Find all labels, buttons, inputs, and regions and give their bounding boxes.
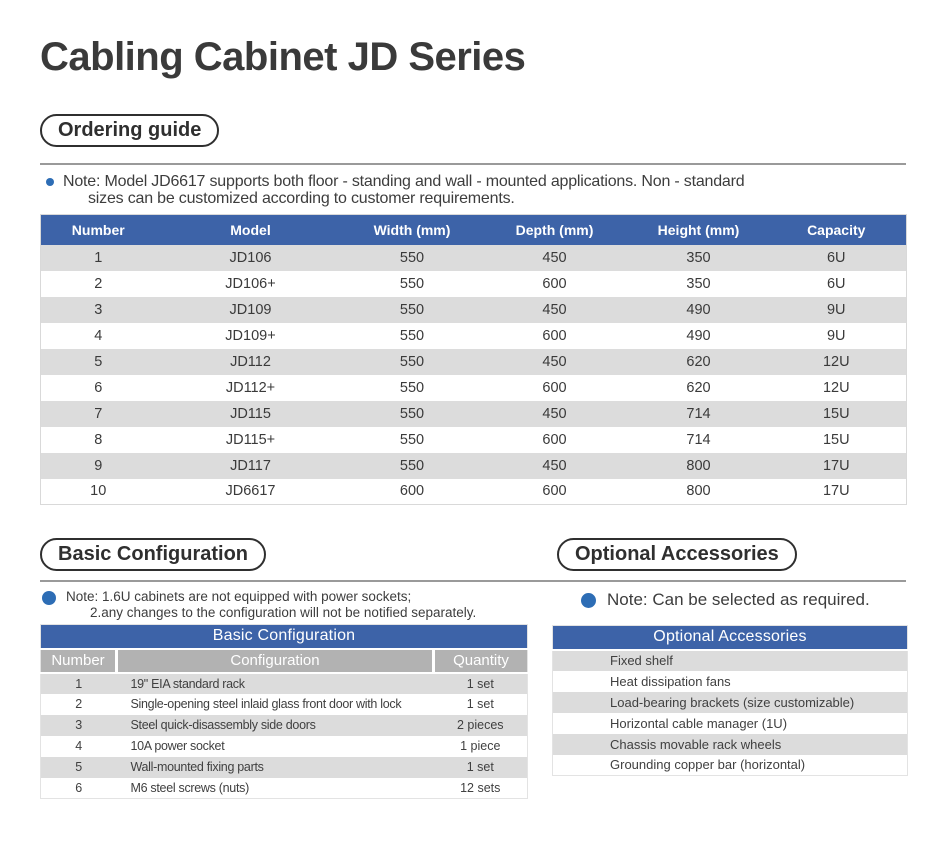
table-cell: 19" EIA standard rack xyxy=(130,676,245,691)
table-cell: 350 xyxy=(686,249,711,266)
note-text: Note: 1.6U cabinets are not equipped with power sockets; xyxy=(66,589,412,604)
table-cell: 450 xyxy=(542,249,567,266)
table-cell: 5 xyxy=(75,760,83,774)
note-bullet-icon xyxy=(42,591,56,605)
bottom-section-badges xyxy=(40,538,906,571)
table-cell: JD109+ xyxy=(225,327,276,344)
table-row xyxy=(41,453,907,479)
table-cell: Fixed shelf xyxy=(553,650,908,671)
table-row xyxy=(41,427,907,453)
table-row xyxy=(41,736,528,757)
column-header: Depth (mm) xyxy=(479,215,631,245)
column-header: Number xyxy=(41,649,117,673)
table-cell: 550 xyxy=(399,275,425,292)
table-cell: 17U xyxy=(822,457,850,474)
section-badge-label: Ordering guide xyxy=(58,119,202,141)
table-cell: 550 xyxy=(399,431,425,448)
table-cell: 6 xyxy=(75,780,83,795)
basic-configuration-column xyxy=(40,589,527,799)
table-title-row xyxy=(553,626,908,650)
table-cell: JD117 xyxy=(230,457,271,474)
table-cell: 714 xyxy=(686,405,711,422)
ordering-guide-note xyxy=(40,173,906,207)
table-cell: 9U xyxy=(826,301,846,318)
table-title: Basic Configuration xyxy=(41,625,528,649)
table-cell: JD112 xyxy=(230,353,271,370)
column-header: Model xyxy=(156,215,346,245)
note-text: Note: Model JD6617 supports both floor - standing and wall - mounted applications. Non - standard xyxy=(63,173,745,190)
table-row xyxy=(41,245,907,271)
table-cell: 8 xyxy=(94,431,103,448)
optional-accessories-column xyxy=(552,589,908,799)
table-cell: 15U xyxy=(822,405,850,422)
column-header: Capacity xyxy=(767,215,907,245)
note-text: Note: Can be selected as required. xyxy=(607,590,870,609)
table-cell: 350 xyxy=(686,275,711,292)
table-cell: 2 xyxy=(94,275,103,292)
ordering-guide-table-head xyxy=(41,215,907,245)
divider-line xyxy=(40,163,906,165)
table-cell: 12 sets xyxy=(460,780,501,795)
table-cell: Grounding copper bar (horizontal) xyxy=(610,757,806,773)
table-cell: 7 xyxy=(94,405,103,422)
table-cell: 714 xyxy=(686,431,711,448)
section-badge-ordering-guide xyxy=(40,114,219,147)
table-cell: Single-opening steel inlaid glass front door with lock xyxy=(130,697,402,711)
basic-configuration-table-head xyxy=(41,625,528,673)
table-cell: Steel quick-disassembly side doors xyxy=(130,718,316,732)
basic-configuration-table xyxy=(40,624,528,799)
table-cell: 600 xyxy=(399,483,425,500)
table-row xyxy=(553,713,908,734)
table-cell: 6 xyxy=(94,379,103,396)
basic-configuration-note xyxy=(40,589,527,621)
table-cell: JD115+ xyxy=(225,431,276,448)
table-cell: 1 set xyxy=(466,697,494,711)
table-cell: 800 xyxy=(686,483,711,500)
table-row xyxy=(41,297,907,323)
table-cell: 450 xyxy=(542,457,567,474)
table-title-row xyxy=(41,625,528,649)
table-cell: M6 steel screws (nuts) xyxy=(130,780,249,795)
table-cell: 12U xyxy=(822,379,850,396)
table-cell: 620 xyxy=(686,353,711,370)
table-cell: 550 xyxy=(399,405,425,422)
column-header: Width (mm) xyxy=(346,215,479,245)
table-row xyxy=(41,715,528,736)
table-cell: 600 xyxy=(542,431,567,448)
table-row xyxy=(41,673,528,694)
table-cell: 9U xyxy=(826,327,846,344)
table-cell: JD115 xyxy=(230,405,271,422)
table-cell: 15U xyxy=(822,431,850,448)
table-cell: 2 xyxy=(75,697,83,711)
note-text: 2.any changes to the configuration will not be notified separately. xyxy=(90,605,477,620)
table-cell: 9 xyxy=(94,457,103,474)
table-cell: 550 xyxy=(399,301,425,318)
section-badge-basic-configuration xyxy=(40,538,266,571)
divider-line xyxy=(40,580,906,582)
table-row xyxy=(41,694,528,715)
table-cell: 4 xyxy=(94,327,103,344)
table-cell: 3 xyxy=(94,301,103,318)
basic-configuration-table-body xyxy=(41,673,528,799)
table-cell: JD109 xyxy=(229,301,272,318)
table-cell: JD106 xyxy=(229,249,272,266)
ordering-guide-table-body xyxy=(41,245,907,505)
table-row xyxy=(41,349,907,375)
table-cell: 17U xyxy=(822,483,850,500)
note-bullet-icon xyxy=(581,593,596,608)
column-header: Configuration xyxy=(117,649,434,673)
note-bullet-icon xyxy=(46,178,54,186)
table-row xyxy=(553,755,908,776)
note-text: sizes can be customized according to customer requirements. xyxy=(88,190,515,207)
table-cell: JD106+ xyxy=(225,275,276,292)
ordering-guide-table xyxy=(40,214,907,505)
column-header: Number xyxy=(41,215,156,245)
table-cell: 10A power socket xyxy=(130,739,225,753)
table-cell: 600 xyxy=(542,379,567,396)
table-cell: 12U xyxy=(822,353,850,370)
table-cell: 1 xyxy=(94,249,103,266)
table-row xyxy=(41,271,907,297)
table-cell: 550 xyxy=(399,379,425,396)
table-row xyxy=(41,479,907,505)
optional-accessories-table-body xyxy=(553,650,908,776)
table-cell: Heat dissipation fans xyxy=(610,673,731,689)
table-cell: 6U xyxy=(826,249,846,266)
table-cell: 1 xyxy=(75,676,83,691)
optional-accessories-table-head xyxy=(553,626,908,650)
table-cell: 1 set xyxy=(466,676,494,691)
table-cell: JD6617 xyxy=(225,483,276,500)
table-row xyxy=(41,401,907,427)
table-row xyxy=(41,778,528,799)
section-badge-optional-accessories xyxy=(557,538,797,571)
table-cell: 550 xyxy=(399,249,425,266)
table-row xyxy=(41,375,907,401)
table-cell: 450 xyxy=(542,301,567,318)
table-row xyxy=(553,671,908,692)
table-cell: 800 xyxy=(686,457,711,474)
table-cell: 5 xyxy=(94,353,103,370)
table-cell: 490 xyxy=(686,301,711,318)
table-cell: Wall-mounted fixing parts xyxy=(130,760,264,774)
table-cell: 1 set xyxy=(466,760,494,774)
bottom-columns xyxy=(40,589,906,799)
table-cell: 550 xyxy=(399,353,425,370)
table-cell: Load-bearing brackets (size customizable) xyxy=(610,694,855,710)
column-header: Quantity xyxy=(434,649,528,673)
optional-accessories-note xyxy=(552,590,908,610)
table-title: Optional Accessories xyxy=(553,626,908,650)
header-row xyxy=(41,649,528,673)
table-cell: Chassis movable rack wheels xyxy=(610,736,782,752)
table-cell: 6U xyxy=(826,275,846,292)
table-cell: 600 xyxy=(542,327,567,344)
table-cell: 600 xyxy=(542,483,567,500)
table-row xyxy=(553,692,908,713)
table-cell: JD112+ xyxy=(225,379,276,396)
table-cell: 10 xyxy=(90,483,107,500)
table-cell: 550 xyxy=(399,457,425,474)
table-cell: Horizontal cable manager (1U) xyxy=(610,715,788,731)
section-badge-label: Basic Configuration xyxy=(58,543,249,565)
table-cell: 600 xyxy=(542,275,567,292)
table-cell: 2 pieces xyxy=(456,718,504,732)
table-cell: 550 xyxy=(399,327,425,344)
column-header: Height (mm) xyxy=(631,215,767,245)
table-cell: 1 piece xyxy=(460,739,501,753)
table-row xyxy=(41,323,907,349)
table-cell: 450 xyxy=(542,405,567,422)
table-cell: 4 xyxy=(75,739,83,753)
table-cell: 3 xyxy=(75,718,83,732)
table-row xyxy=(553,734,908,755)
table-row xyxy=(41,757,528,778)
table-cell: 450 xyxy=(542,353,567,370)
table-cell: 490 xyxy=(686,327,711,344)
page-title: Cabling Cabinet JD Series xyxy=(40,35,526,79)
header-row xyxy=(41,215,907,245)
optional-accessories-table xyxy=(552,625,908,776)
section-badge-label: Optional Accessories xyxy=(575,543,779,565)
table-row xyxy=(553,650,908,671)
table-cell: 620 xyxy=(686,379,711,396)
